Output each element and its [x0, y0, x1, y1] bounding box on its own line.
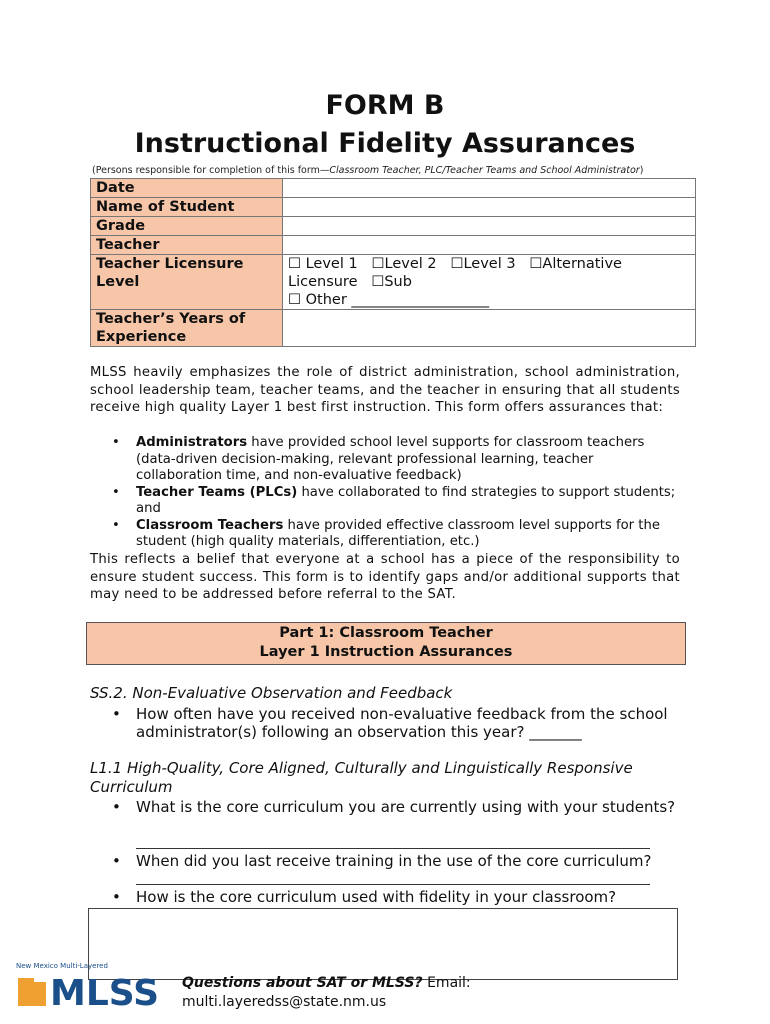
closing-paragraph: This reflects a belief that everyone at a school has a piece of the responsibility to ensure student success. This form is to identify gaps and/or additional supports that may need to be addressed before referral to the SAT.	[90, 552, 680, 602]
l11-question-2: • When did you last receive training in the use of the core curriculum?	[112, 852, 652, 870]
licensure-label: Teacher Licensure Level	[91, 255, 283, 310]
teacher-field[interactable]	[283, 236, 696, 255]
persons-responsible: (Persons responsible for completion of this form—Classroom Teacher, PLC/Teacher Teams and School Administrator)	[92, 165, 644, 176]
date-field[interactable]	[283, 179, 696, 198]
footer-box	[88, 908, 678, 980]
answer-line-1[interactable]	[136, 848, 650, 849]
logo-caption: New Mexico Multi-Layered	[16, 962, 108, 970]
licensure-options[interactable]: ☐ Level 1 ☐Level 2 ☐Level 3 ☐Alternative Licensure ☐Sub ☐ Other ___________________	[283, 255, 696, 310]
years-label: Teacher’s Years of Experience	[91, 310, 283, 347]
mlss-logo	[16, 972, 164, 1008]
date-label: Date	[91, 179, 283, 198]
ss2-question: • How often have you received non-evaluative feedback from the school administrator(s) following an observation this year? _______	[112, 705, 668, 741]
contact-email[interactable]: multi.layeredss@state.nm.us	[182, 994, 387, 1010]
answer-line-2[interactable]	[136, 884, 650, 885]
info-table	[90, 178, 696, 347]
svg-text:MLSS: MLSS	[50, 973, 160, 1008]
years-field[interactable]	[283, 310, 696, 347]
l11-question-1: • What is the core curriculum you are currently using with your students?	[112, 798, 676, 816]
form-label: FORM B	[325, 90, 445, 121]
part1-header: Part 1: Classroom Teacher Layer 1 Instruction Assurances	[86, 622, 686, 665]
teacher-label: Teacher	[91, 236, 283, 255]
l11-question-3: • How is the core curriculum used with fidelity in your classroom?	[112, 888, 617, 906]
student-label: Name of Student	[91, 198, 283, 217]
page-title: Instructional Fidelity Assurances	[134, 128, 636, 159]
list-item: • Teacher Teams (PLCs) have collaborated to find strategies to support students; and	[112, 484, 676, 516]
grade-field[interactable]	[283, 217, 696, 236]
assurance-list	[90, 435, 680, 551]
l11-heading: L1.1 High-Quality, Core Aligned, Culturally and Linguistically Responsive Curriculum	[90, 759, 633, 796]
list-item: • Administrators have provided school level supports for classroom teachers (data-driven decision-making, relevant professional learning, teacher collaboration time, and non-evaluative feedback)	[112, 435, 645, 483]
footer-question: Questions about SAT or MLSS? Email:	[182, 975, 471, 991]
student-field[interactable]	[283, 198, 696, 217]
intro-paragraph: MLSS heavily emphasizes the role of district administration, school administration, school leadership team, teacher teams, and the teacher in ensuring that all students receive high quality Layer 1 best first instruction. This form offers assurances that:	[90, 365, 680, 415]
grade-label: Grade	[91, 217, 283, 236]
list-item: • Classroom Teachers have provided effective classroom level supports for the student (high quality materials, differentiation, etc.)	[112, 517, 660, 549]
ss2-heading: SS.2. Non-Evaluative Observation and Feedback	[90, 684, 453, 702]
